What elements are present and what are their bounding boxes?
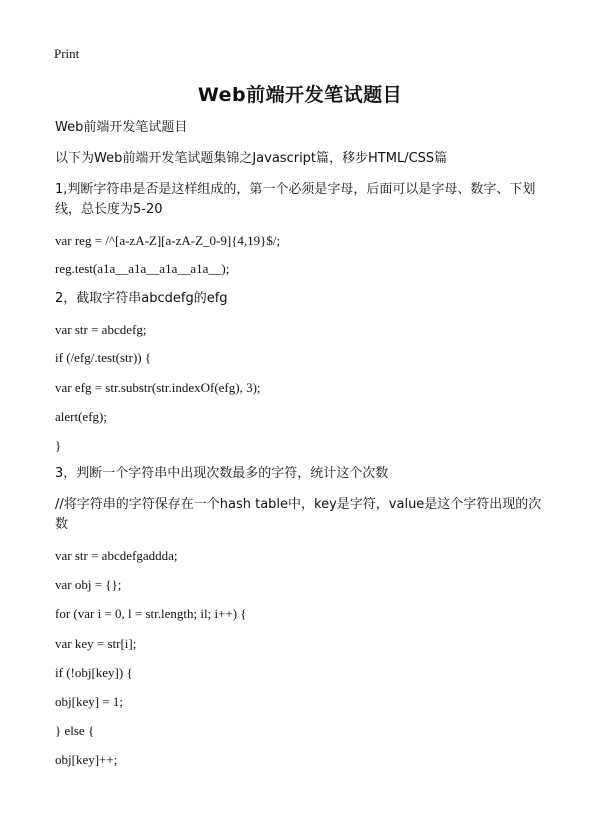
code-line: alert(efg);: [55, 409, 107, 424]
code-line: var efg = str.substr(str.indexOf(efg), 3);: [55, 380, 261, 395]
question-2-text: 2，截取字符串abcdefg的efg: [55, 291, 228, 306]
code-line: if (!obj[key]) {: [55, 665, 133, 680]
code-line: obj[key]++;: [55, 752, 118, 767]
code-line: var str = abcdefgaddda;: [55, 548, 178, 563]
intro-line: 以下为Web前端开发笔试题集锦之Javascript篇，移步HTML/CSS篇: [55, 151, 448, 166]
code-line: for (var i = 0, l = str.length; il; i++) {: [55, 606, 247, 621]
code-line: var reg = /^[a-zA-Z][a-zA-Z_0-9]{4,19}$/;: [55, 233, 281, 248]
code-line: var key = str[i];: [55, 636, 137, 651]
code-line: if (/efg/.test(str)) {: [55, 350, 152, 365]
question-1-text: 1,判断字符串是否是这样组成的，第一个必须是字母，后面可以是字母、数字、下划线，总长度为5-20: [55, 182, 536, 217]
question-3-text: 3，判断一个字符串中出现次数最多的字符，统计这个次数: [55, 466, 389, 481]
code-line: var str = abcdefg;: [55, 322, 147, 337]
subtitle-line: Web前端开发笔试题目: [55, 120, 188, 135]
code-line: } else {: [55, 723, 95, 738]
code-line: var obj = {};: [55, 577, 122, 592]
comment-line: //将字符串的字符保存在一个hash table中，key是字符，value是这个字符出现的次数: [55, 497, 542, 532]
code-line: }: [55, 438, 62, 453]
document-title: Web前端开发笔试题目: [197, 84, 403, 106]
print-label: Print: [54, 46, 80, 61]
code-line: reg.test(a1a__a1a__a1a__a1a__);: [55, 261, 230, 276]
code-line: obj[key] = 1;: [55, 694, 123, 709]
